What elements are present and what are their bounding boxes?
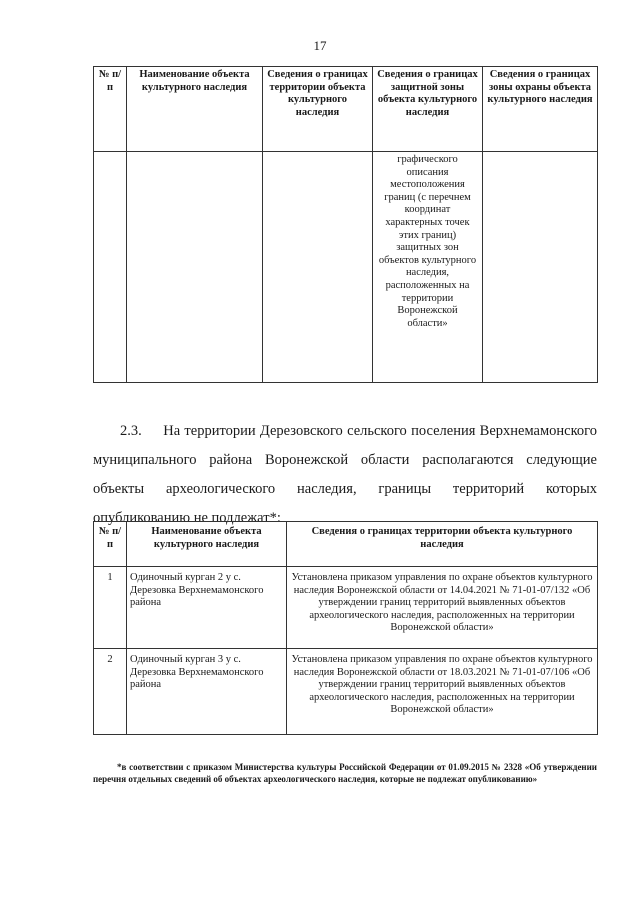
archaeological-heritage-table: [93, 521, 598, 735]
header-number: № п/п: [94, 522, 127, 567]
header-territory-boundaries: Сведения о границах территории объекта культурного наследия: [263, 67, 373, 152]
header-protective-zone-boundaries: Сведения о границах защитной зоны объекта культурного наследия: [373, 67, 483, 152]
header-protection-zone-boundaries: Сведения о границах зоны охраны объекта культурного наследия: [483, 67, 598, 152]
header-object-name: Наименование объекта культурного наследия: [127, 67, 263, 152]
paragraph-number: 2.3.: [120, 423, 142, 439]
cell-protective-zone-continued: графического описания местоположения границ (с перечнем координат характерных точек этих границ) защитных зон объектов культурного наследия, расположенных на территории Воронежской области»: [373, 152, 483, 383]
header-territory-boundaries: Сведения о границах территории объекта культурного наследия: [287, 522, 598, 567]
table-header-row: [94, 522, 598, 567]
table-row: [94, 152, 598, 383]
cell-protection-zone: [483, 152, 598, 383]
table-row: [94, 567, 598, 649]
page-number: 17: [313, 38, 327, 53]
header-number: № п/п: [94, 67, 127, 152]
header-object-name: Наименование объекта культурного наследия: [127, 522, 287, 567]
cell-number: 1: [94, 567, 127, 649]
cell-territory: [263, 152, 373, 383]
cell-territory-info: Установлена приказом управления по охране объектов культурного наследия Воронежской области от 14.04.2021 № 71-01-07/132 «Об утверждении границ территорий выявленных объектов археологического наследия, расположенных на территории Воронежской области»: [287, 567, 598, 649]
table-header-row: [94, 67, 598, 152]
cell-number: [94, 152, 127, 383]
cell-number: 2: [94, 649, 127, 735]
cell-object-name: Одиночный курган 3 у с. Дерезовка Верхнемамонского района: [127, 649, 287, 735]
section-paragraph: [93, 417, 597, 533]
cell-object-name: Одиночный курган 2 у с. Дерезовка Верхнемамонского района: [127, 567, 287, 649]
heritage-zones-table-continued: [93, 66, 598, 383]
cell-object-name: [127, 152, 263, 383]
footnote: [93, 761, 597, 785]
footnote-text: *в соответствии с приказом Министерства культуры Российской Федерации от 01.09.2015 № 2328 «Об утверждении перечня отдельных сведений об объектах археологического наследия, которые не подлежат опубликованию»: [93, 762, 597, 784]
cell-territory-info: Установлена приказом управления по охране объектов культурного наследия Воронежской области от 18.03.2021 № 71-01-07/106 «Об утверждении границ территорий выявленных объектов археологического наследия, расположенных на территории Воронежской области»: [287, 649, 598, 735]
table-row: [94, 649, 598, 735]
paragraph-text: На территории Дерезовского сельского поселения Верхнемамонского муниципального района Воронежской области располагаются следующие объекты археологического наследия, границы территорий которых опубликованию не подлежат*:: [93, 423, 598, 526]
